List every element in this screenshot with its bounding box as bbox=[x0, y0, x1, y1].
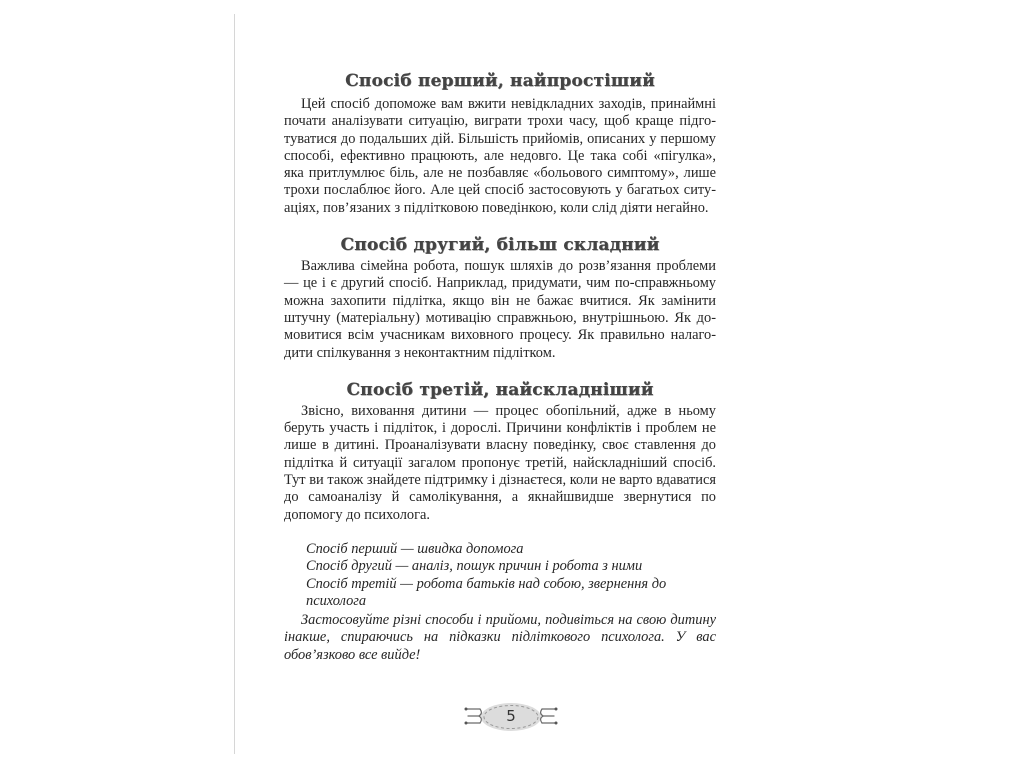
section-paragraph: Звісно, виховання дитини — процес обопільний, адже в ньому беруть участь і підліток, і дорослі. Причини конфліктів і проблем не лише в дитині. Проаналізувати власну поведінку, своє ставлення до підлітка й ситуації загалом пропонує третій, найскладніший спосіб. Тут ви також знайдете підтримку і дізнаєтеся, коли не варто вдаватися до самоаналізу й самолікування, а якнайшвидше звернутися по допомогу до психолога. bbox=[284, 402, 716, 523]
section-heading: Спосіб другий, більш складний bbox=[340, 235, 660, 256]
section-third-method bbox=[284, 377, 716, 524]
summary-list bbox=[284, 541, 716, 610]
page-edge-line bbox=[234, 14, 235, 754]
section-heading: Спосіб перший, найпростіший bbox=[345, 71, 655, 91]
page-content bbox=[284, 68, 716, 664]
section-paragraph: Важлива сімейна робота, пошук шляхів до розв’язання проблеми — це і є другий спосіб. Наприклад, придумати, чим по-справжньому можна захопити підлітка, якщо він не бажає вчитися. Як замінити штучну (матеріальну) мотивацію справжньою, внутрішньою. Як домовитися всім учасникам виховного процесу. Як правильно налагодити спілкування з неконтактним підлітком. bbox=[284, 258, 716, 361]
summary-item: Спосіб третій — робота батьків над собою, звернення до психолога bbox=[306, 575, 667, 609]
closing-paragraph: Застосовуйте різні способи і прийоми, подивіться на свою дитину інакше, спираючись на підказки підліткового психолога. У вас обов’язково все вийде! bbox=[284, 612, 716, 663]
section-second-method bbox=[284, 232, 716, 362]
section-first-method bbox=[284, 68, 716, 217]
summary-item: Спосіб перший — швидка допомога bbox=[306, 540, 524, 557]
page-number: 5 bbox=[506, 707, 516, 725]
section-heading: Спосіб третій, найскладніший bbox=[346, 379, 654, 400]
section-paragraph: Цей спосіб допоможе вам вжити невідкладних заходів, принаймні почати аналізувати ситуацію, виграти трохи часу, щоб краще підготуватися до подальших дій. Більшість прийомів, описаних у першому способі, ефективно працюють, але недовго. Це така собі «пігулка», яка притлумлює біль, але не позбавляє «больового симптому», лише трохи послаблює його. Але цей спосіб застосовують у багатьох ситуаціях, пов’язаних з підлітковою поведінкою, коли слід діяти негайно. bbox=[284, 96, 716, 216]
page-number-badge bbox=[462, 700, 560, 734]
summary-item: Спосіб другий — аналіз, пошук причин і робота з ними bbox=[306, 558, 643, 575]
